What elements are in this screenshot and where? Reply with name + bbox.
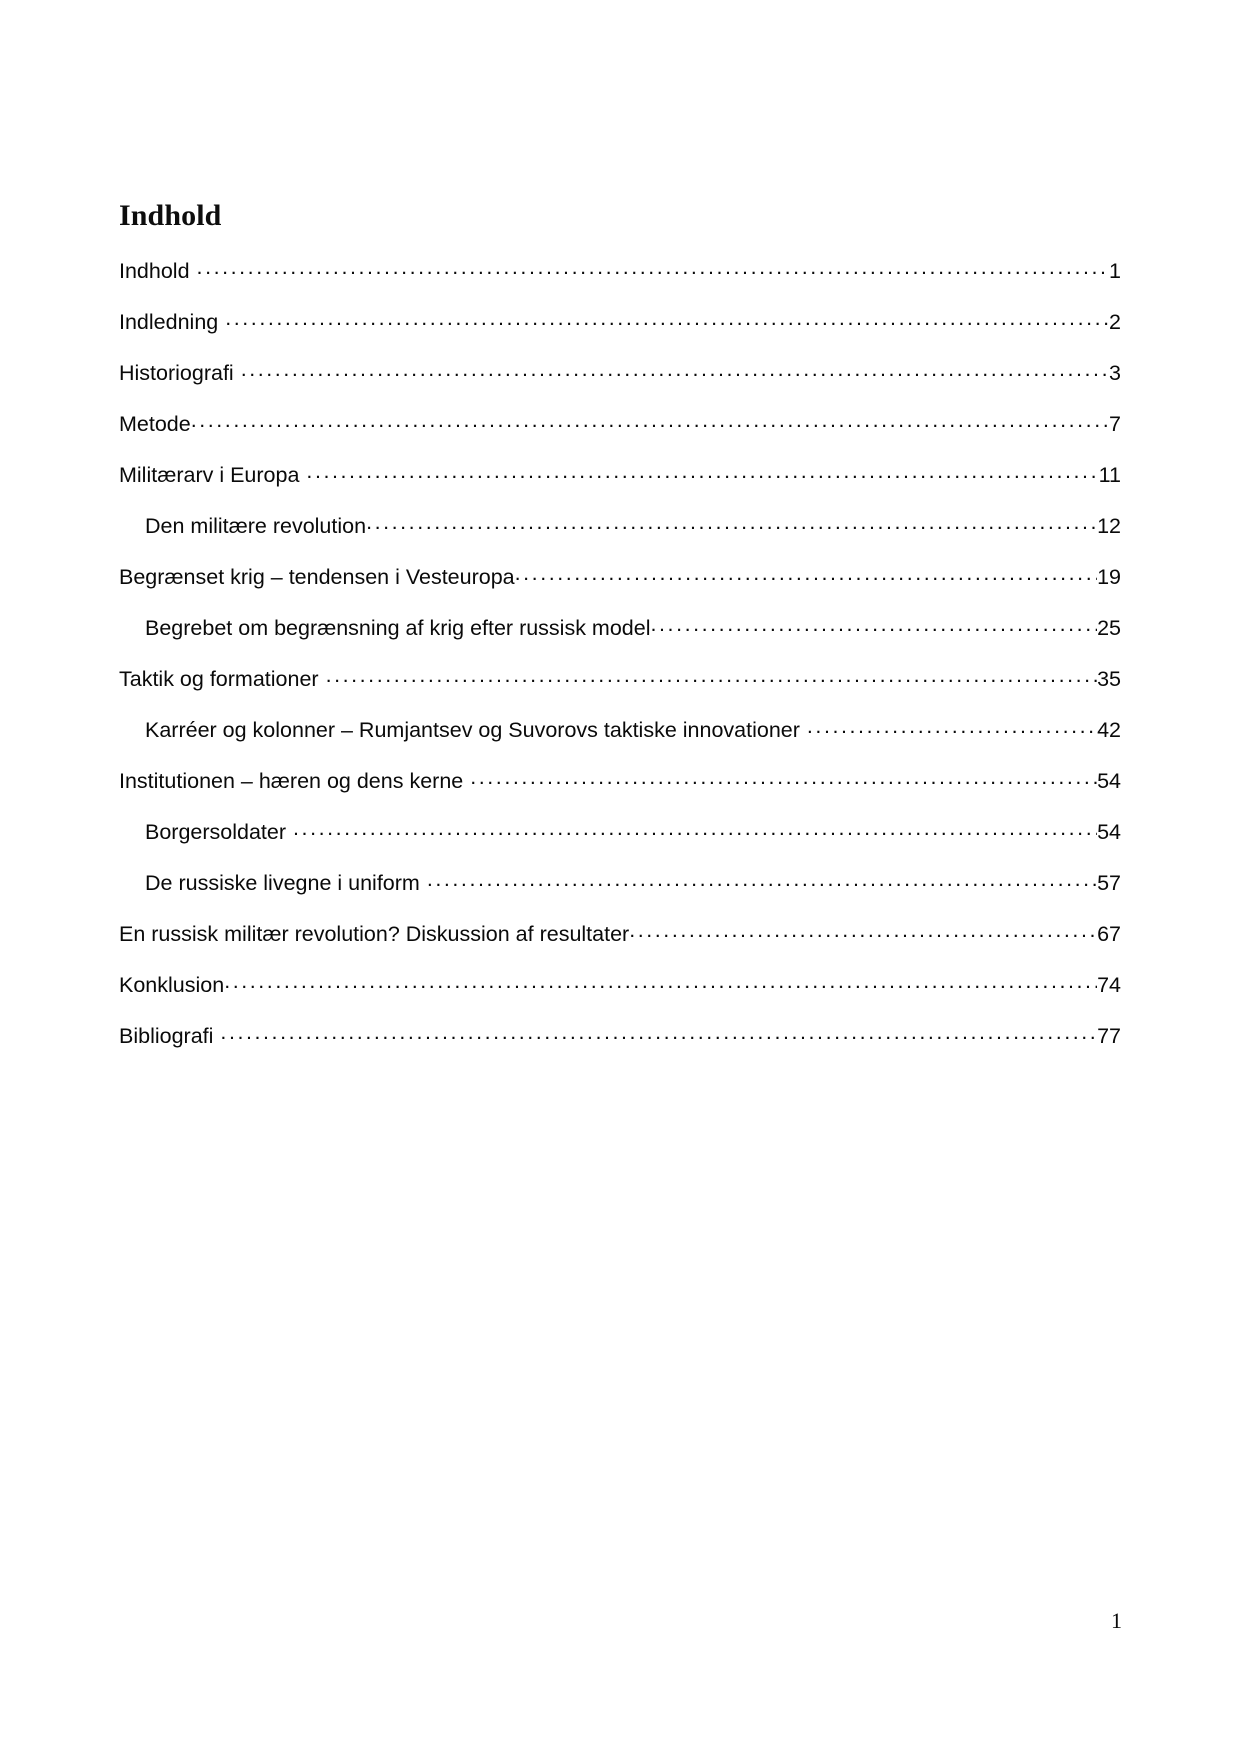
toc-entry-page-number: 7 (1109, 412, 1121, 436)
toc-entry-label: Indledning (119, 310, 219, 334)
toc-entry-page-number: 1 (1109, 259, 1121, 283)
toc-entry-label: Indhold (119, 259, 190, 283)
toc-entry[interactable] (119, 501, 1121, 552)
toc-dot-leader (470, 767, 1097, 789)
toc-entry[interactable] (119, 858, 1121, 909)
page-title: Indhold (119, 199, 222, 232)
toc-entry-page-number: 3 (1109, 361, 1121, 385)
toc-dot-leader (807, 716, 1097, 738)
toc-entry-page-number: 57 (1097, 871, 1121, 895)
toc-entry-label: Borgersoldater (145, 820, 287, 844)
footer-page-number: 1 (1111, 1608, 1122, 1633)
toc-dot-leader (366, 512, 1097, 534)
toc-entry-label: Bibliografi (119, 1024, 214, 1048)
toc-dot-leader (629, 920, 1097, 942)
toc-dot-leader (293, 818, 1097, 840)
toc-entry-label: Den militære revolution (145, 514, 367, 538)
toc-entry-label: Begrænset krig – tendensen i Vesteuropa (119, 565, 515, 589)
toc-dot-leader (191, 410, 1109, 432)
toc-dot-leader (515, 563, 1097, 585)
toc-entry-page-number: 77 (1097, 1024, 1121, 1048)
toc-entry[interactable] (119, 1011, 1121, 1062)
toc-entry-label: Konklusion (119, 973, 225, 997)
toc-entry[interactable] (119, 654, 1121, 705)
toc-entry-page-number: 12 (1097, 514, 1121, 538)
toc-entry-page-number: 35 (1097, 667, 1121, 691)
toc-dot-leader (224, 971, 1097, 993)
toc-entry-page-number: 54 (1097, 820, 1121, 844)
toc-entry[interactable] (119, 297, 1121, 348)
toc-entry-page-number: 54 (1097, 769, 1121, 793)
toc-entry[interactable] (119, 348, 1121, 399)
toc-entry-label: Historiografi (119, 361, 234, 385)
toc-dot-leader (651, 614, 1098, 636)
toc-dot-leader (427, 869, 1097, 891)
toc-entry[interactable] (119, 807, 1121, 858)
toc-entry-label: Begrebet om begrænsning af krig efter russisk model (145, 616, 651, 640)
toc-entry[interactable] (119, 705, 1121, 756)
toc-dot-leader (326, 665, 1098, 687)
toc-dot-leader (220, 1022, 1097, 1044)
toc-dot-leader (306, 461, 1098, 483)
toc-entry[interactable] (119, 960, 1121, 1011)
toc-entry-page-number: 25 (1097, 616, 1121, 640)
toc-dot-leader (197, 257, 1109, 279)
toc-entry[interactable] (119, 756, 1121, 807)
toc-entry-label: Karréer og kolonner – Rumjantsev og Suvorovs taktiske innovationer (145, 718, 800, 742)
toc-entry[interactable] (119, 450, 1121, 501)
toc-entry-page-number: 42 (1097, 718, 1121, 742)
table-of-contents (119, 246, 1121, 1062)
toc-entry-page-number: 2 (1109, 310, 1121, 334)
toc-entry[interactable] (119, 909, 1121, 960)
toc-entry-label: De russiske livegne i uniform (145, 871, 420, 895)
toc-entry[interactable] (119, 603, 1121, 654)
toc-dot-leader (225, 308, 1109, 330)
toc-entry[interactable] (119, 552, 1121, 603)
toc-entry-label: Militærarv i Europa (119, 463, 300, 487)
toc-entry-page-number: 74 (1097, 973, 1121, 997)
toc-entry[interactable] (119, 246, 1121, 297)
toc-dot-leader (241, 359, 1109, 381)
toc-entry-page-number: 67 (1097, 922, 1121, 946)
toc-entry-label: Taktik og formationer (119, 667, 319, 691)
toc-entry-page-number: 19 (1097, 565, 1121, 589)
toc-entry-label: En russisk militær revolution? Diskussion af resultater (119, 922, 630, 946)
toc-entry-label: Institutionen – hæren og dens kerne (119, 769, 464, 793)
toc-entry-page-number: 11 (1098, 463, 1121, 487)
toc-entry-label: Metode (119, 412, 191, 436)
toc-entry[interactable] (119, 399, 1121, 450)
